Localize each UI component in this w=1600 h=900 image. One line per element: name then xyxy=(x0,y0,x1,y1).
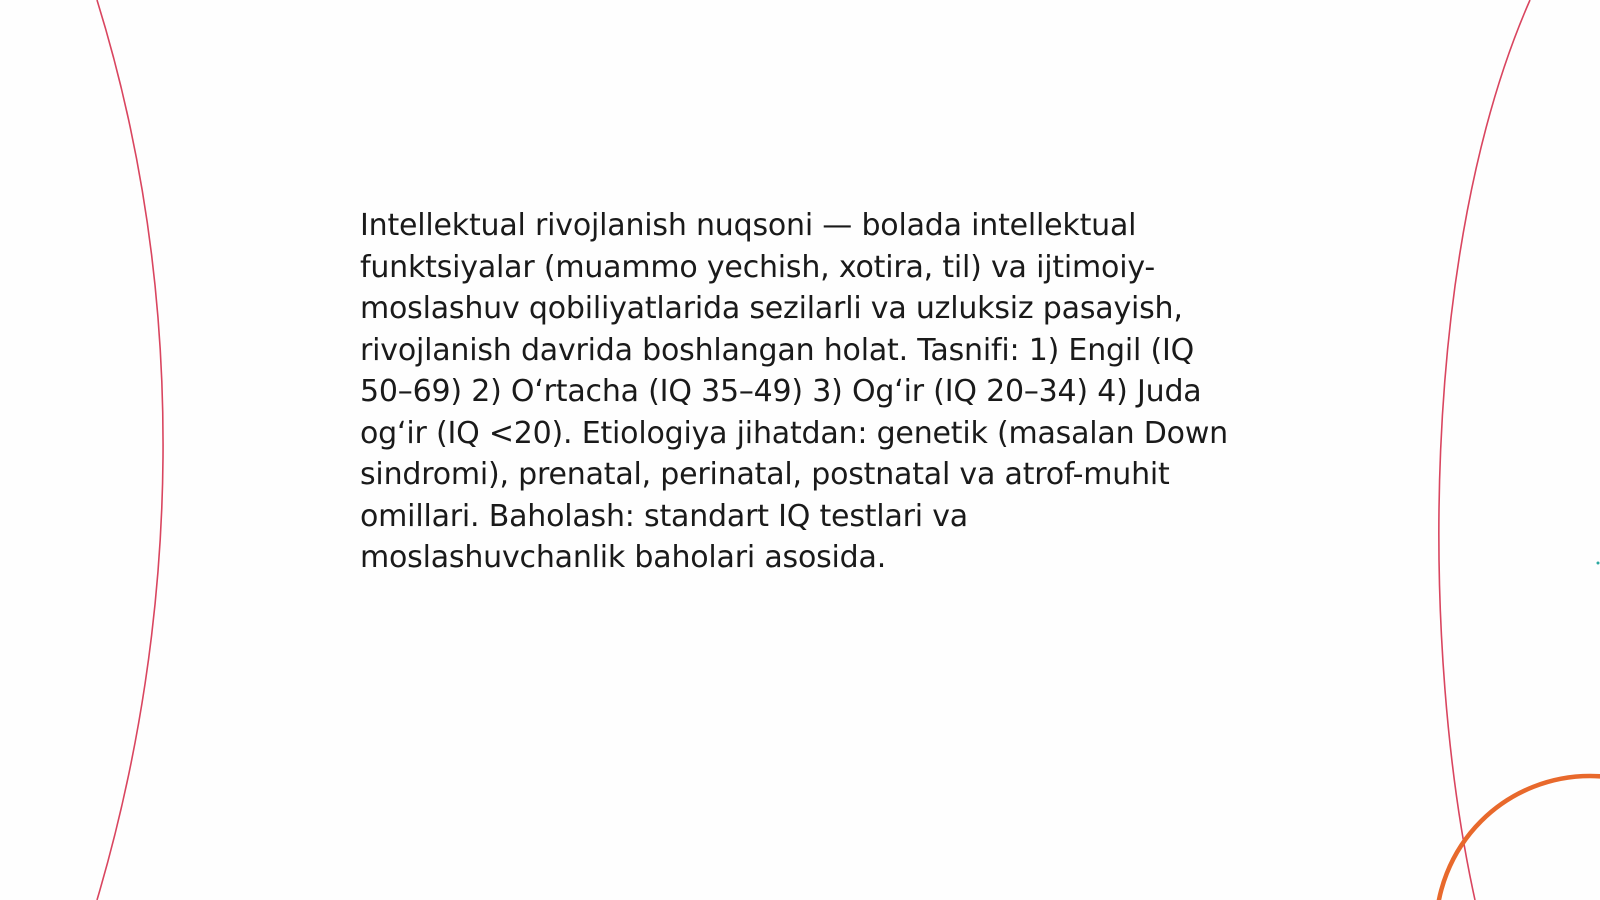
teal-dot xyxy=(1597,562,1600,565)
left-curve-line xyxy=(97,0,163,900)
slide-body-text: Intellektual rivojlanish nuqsoni — bolada intellektual funktsiyalar (muammo yechish, xotira, til) va ijtimoiy-moslashuv qobiliyatlarida sezilarli va uzluksiz pasayish, rivojlanish davrida boshlangan holat. Tasnifi: 1) Engil (IQ 50–69) 2) O‘rtacha (IQ 35–49) 3) Og‘ir (IQ 20–34) 4) Juda og‘ir (IQ <20). Etiologiya jihatdan: genetik (masalan Down sindromi), prenatal, perinatal, postnatal va atrof-muhit omillari. Baholash: standart IQ testlari va moslashuvchanlik baholari asosida. xyxy=(360,208,1228,575)
orange-arc xyxy=(1436,776,1600,900)
right-curve-line xyxy=(1439,0,1530,900)
